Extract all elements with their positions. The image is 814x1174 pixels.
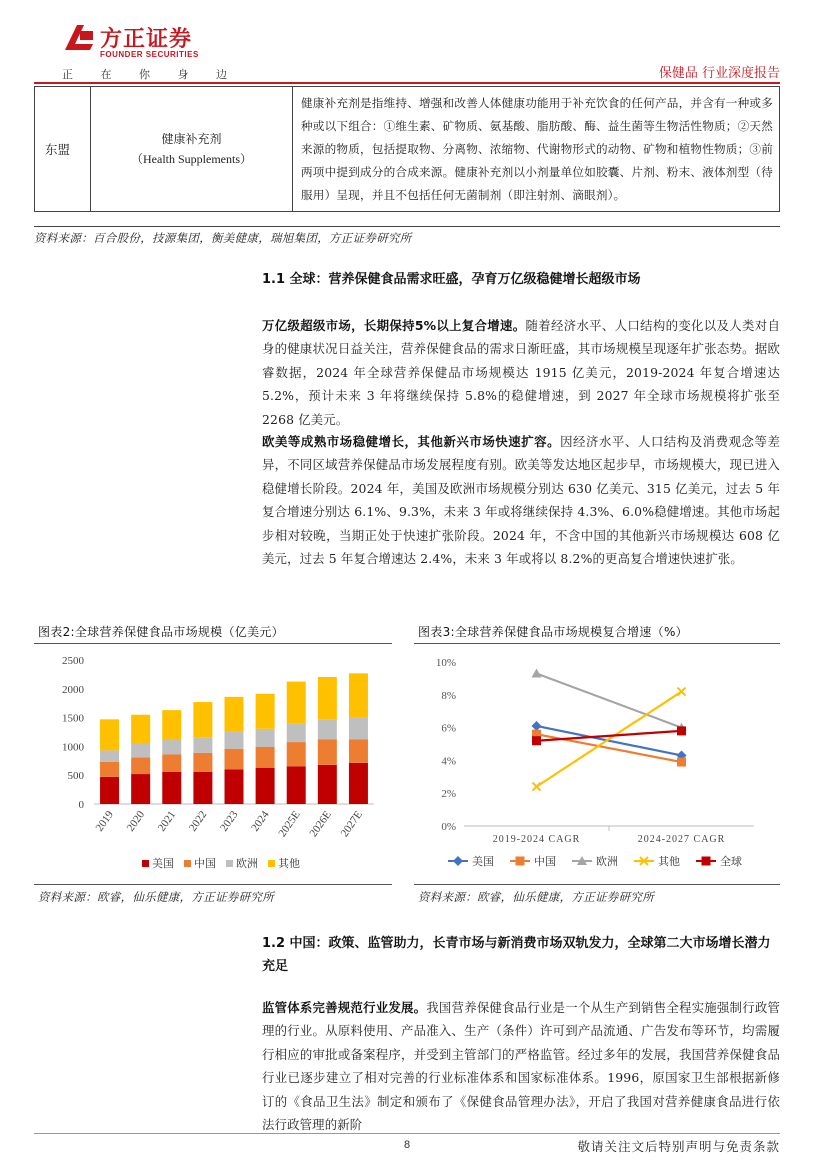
report-type-label: 保健品 行业深度报告: [658, 66, 780, 81]
bar-segment-其他: [131, 715, 150, 744]
y-tick-label: 0%: [441, 821, 456, 833]
chart2-container: [34, 646, 392, 882]
y-tick-label: 0: [78, 799, 84, 811]
x-tick-label: 2025E: [276, 808, 303, 840]
x-tick-label: 2021: [155, 808, 179, 834]
bar-segment-中国: [131, 757, 150, 774]
legend-label: 其他: [278, 858, 300, 870]
bar-segment-中国: [162, 754, 181, 771]
chart2-source: 资料来源：欧睿，仙乐健康，方正证券研究所: [38, 890, 274, 904]
section-heading-1-1: 1.1 全球：营养保健食品需求旺盛，孕育万亿级稳健增长超级市场: [262, 272, 641, 287]
bar-segment-美国: [193, 772, 212, 804]
legend-swatch: [184, 860, 191, 867]
bar-segment-美国: [100, 777, 119, 804]
chart3-bottom-rule: [414, 884, 780, 885]
point-全球: [677, 726, 686, 735]
bar-segment-其他: [162, 710, 181, 739]
section-heading-1-2: 1.2 中国：政策、监管助力，长青市场与新消费市场双轨发力，全球第二大市场增长潜力充足: [262, 936, 771, 974]
y-tick-label: 1500: [62, 712, 84, 725]
x-tick-label: 2024-2027 CAGR: [637, 834, 726, 845]
page-header: [0, 0, 814, 84]
bar-segment-欧洲: [287, 723, 306, 742]
chart2-title: 图表2:全球营养保健食品市场规模（亿美元）: [38, 625, 284, 639]
legend-label: 全球: [720, 856, 742, 868]
y-tick-label: 4%: [441, 755, 456, 768]
y-tick-label: 1000: [62, 741, 84, 754]
legend-label: 美国: [152, 858, 174, 870]
bar-segment-美国: [256, 768, 275, 804]
y-tick-label: 500: [67, 770, 84, 783]
table-bottom-rule: [34, 226, 780, 227]
chart3-source: 资料来源：欧睿，仙乐健康，方正证券研究所: [418, 890, 654, 904]
header-divider: [34, 82, 780, 84]
bar-segment-欧洲: [225, 731, 244, 748]
point-美国: [532, 721, 542, 731]
chart2-stacked-bar-chart: [34, 646, 392, 882]
bar-segment-美国: [318, 765, 337, 804]
table-source: 资料来源：百合股份，技源集团，衡美健康，瑞旭集团，方正证券研究所: [34, 231, 412, 245]
legend-label: 美国: [472, 856, 494, 868]
brand-name-cn: 方正证券: [100, 27, 193, 52]
legend-label: 中国: [534, 856, 556, 868]
chart3-top-rule: [414, 643, 780, 644]
bar-segment-美国: [287, 766, 306, 804]
legend-swatch: [142, 860, 149, 867]
legend-label: 其他: [658, 856, 680, 868]
x-tick-label: 2019-2024 CAGR: [492, 834, 581, 845]
table-row: [35, 87, 780, 212]
bar-segment-中国: [287, 742, 306, 766]
series-line-欧洲: [537, 673, 682, 727]
bar-segment-欧洲: [349, 718, 368, 740]
paragraph-body: 我国营养保健食品行业是一个从生产到销售全程实施强制行政管理的行业。从原料使用、产品准入、生产（条件）许可到产品流通、广告发布等环节，均需履行相应的审批或备案程序，并受到主管部门的严格监管。经过多年的发展，我国营养保健食品行业已逐步建立了相对完善的行业标准体系和国家标准体系。1996，原国家卫生部根据新修订的《食品卫生法》制定和颁布了《保健食品管理办法》，开启了我国对营养健康食品进行依法行政管理的新阶: [262, 1000, 781, 1133]
bar-segment-欧洲: [256, 729, 275, 747]
point-欧洲: [532, 668, 542, 677]
bar-segment-中国: [318, 739, 337, 764]
bar-segment-其他: [100, 719, 119, 750]
chart3-line-chart: [414, 646, 780, 882]
chart2-top-rule: [34, 643, 392, 644]
bar-segment-其他: [225, 697, 244, 732]
legend-label: 欧洲: [596, 856, 618, 868]
y-tick-label: 2500: [62, 655, 84, 667]
paragraph-body: 因经济水平、人口结构及消费观念等差异，不同区域营养保健品市场发展程度有别。欧美等发达地区起步早，市场规模大，现已进入稳健增长阶段。2024 年，美国及欧洲市场规模分别达 630 亿美元、315 亿美元，过去 5 年复合增速分别达 6.1%、9.3%，未来 3 年或将继续保持 4.3%、6.0%稳健增速。其他市场起步相对较晚，当期正处于快速扩张阶段。2024 年，不含中国的其他新兴市场规模达 608 亿美元，过去 5 年复合增速达 2.4%，未来 3 年或将以 8.2%的更高复合增速快速扩张。: [262, 434, 780, 567]
footer-divider: [34, 1133, 780, 1134]
founder-logo-icon: [62, 22, 96, 52]
x-tick-label: 2020: [124, 808, 148, 834]
bar-segment-欧洲: [100, 750, 119, 762]
point-全球: [532, 736, 541, 745]
x-tick-label: 2024: [249, 808, 272, 834]
paragraph-lead: 欧美等成熟市场稳健增长，其他新兴市场快速扩容。: [262, 434, 561, 449]
table-cell-region: 东盟: [35, 87, 91, 212]
legend-swatch: [268, 860, 275, 867]
paragraph-body: 随着经济水平、人口结构的变化以及人类对自身的健康状况日益关注，营养保健食品的需求日渐旺盛，其市场规模呈现逐年扩张态势。据欧睿数据，2024 年全球营养保健品市场规模达 1915 亿美元，2019-2024 年复合增速达 5.2%，预计未来 3 年将继续保持 5.8%的稳健增速，到 2027 年全球市场规模将扩张至 2268 亿美元。: [262, 318, 781, 427]
bar-segment-美国: [225, 769, 244, 804]
bar-segment-其他: [318, 677, 337, 719]
legend-marker: [516, 857, 525, 866]
bar-segment-中国: [193, 753, 212, 772]
bar-segment-其他: [349, 673, 368, 717]
disclaimer-link[interactable]: 敬请关注文后特别声明与免责条款: [577, 1139, 780, 1154]
bar-segment-中国: [225, 749, 244, 770]
x-tick-label: 2027E: [338, 808, 365, 840]
bar-segment-中国: [256, 747, 275, 768]
legend-marker: [702, 857, 711, 866]
chart3-title: 图表3:全球营养保健食品市场规模复合增速（%）: [418, 625, 688, 639]
bar-segment-中国: [100, 762, 119, 777]
point-其他: [533, 783, 541, 791]
y-tick-label: 10%: [435, 657, 456, 669]
y-tick-label: 8%: [441, 689, 456, 702]
product-name-en: （Health Supplements）: [131, 152, 252, 166]
point-其他: [678, 688, 686, 696]
brand-slogan: 正 在 你 身 边: [62, 68, 229, 81]
y-tick-label: 6%: [441, 722, 456, 735]
paragraph-lead: 万亿级超级市场，长期保持5%以上复合增速。: [262, 318, 526, 333]
chart3-container: [414, 646, 780, 882]
bar-segment-其他: [193, 702, 212, 738]
legend-swatch: [226, 860, 233, 867]
table-cell-name: [91, 87, 293, 212]
x-tick-label: 2026E: [307, 808, 334, 840]
x-tick-label: 2019: [93, 808, 117, 834]
bar-segment-欧洲: [318, 719, 337, 739]
series-line-美国: [537, 726, 682, 756]
y-tick-label: 2000: [62, 683, 84, 696]
table-cell-description: 健康补充剂是指维持、增强和改善人体健康功能用于补充饮食的任何产品，并含有一种或多种或以下组合：①维生素、矿物质、氨基酸、脂肪酸、酶、益生菌等生物活性物质；②天然来源的物质，包括提取物、分离物、浓缩物、代谢物形式的动物、矿物和植物性物质；③前两项中提到成分的合成来源。健康补充剂以小剂量单位如胶囊、片剂、粉末、液体剂型（待服用）呈现，并且不包括任何无菌制剂（即注射剂、滴眼剂）。: [293, 87, 780, 212]
bar-segment-欧洲: [131, 744, 150, 758]
legend-label: 中国: [194, 858, 216, 870]
bar-segment-中国: [349, 739, 368, 763]
bar-segment-其他: [256, 694, 275, 729]
legend-marker: [453, 856, 463, 866]
bar-segment-美国: [131, 774, 150, 804]
paragraph-lead: 监管体系完善规范行业发展。: [262, 1000, 427, 1015]
bar-segment-美国: [349, 763, 368, 804]
product-name-cn: 健康补充剂: [161, 132, 222, 146]
chart2-bottom-rule: [34, 884, 392, 885]
paragraph-market-size: [262, 314, 780, 431]
point-中国: [677, 758, 686, 767]
y-tick-label: 2%: [441, 788, 456, 801]
paragraph-regional-markets: [262, 430, 780, 570]
bar-segment-美国: [162, 772, 181, 804]
bar-segment-欧洲: [193, 738, 212, 753]
bar-segment-欧洲: [162, 739, 181, 754]
page-number: 8: [403, 1139, 411, 1151]
bar-segment-其他: [287, 682, 306, 723]
x-tick-label: 2022: [186, 808, 210, 834]
x-tick-label: 2023: [218, 808, 241, 834]
paragraph-regulation: [262, 996, 780, 1136]
legend-label: 欧洲: [236, 858, 258, 870]
definition-table: [34, 86, 780, 212]
brand-name-en: FOUNDER SECURITIES: [100, 50, 199, 59]
